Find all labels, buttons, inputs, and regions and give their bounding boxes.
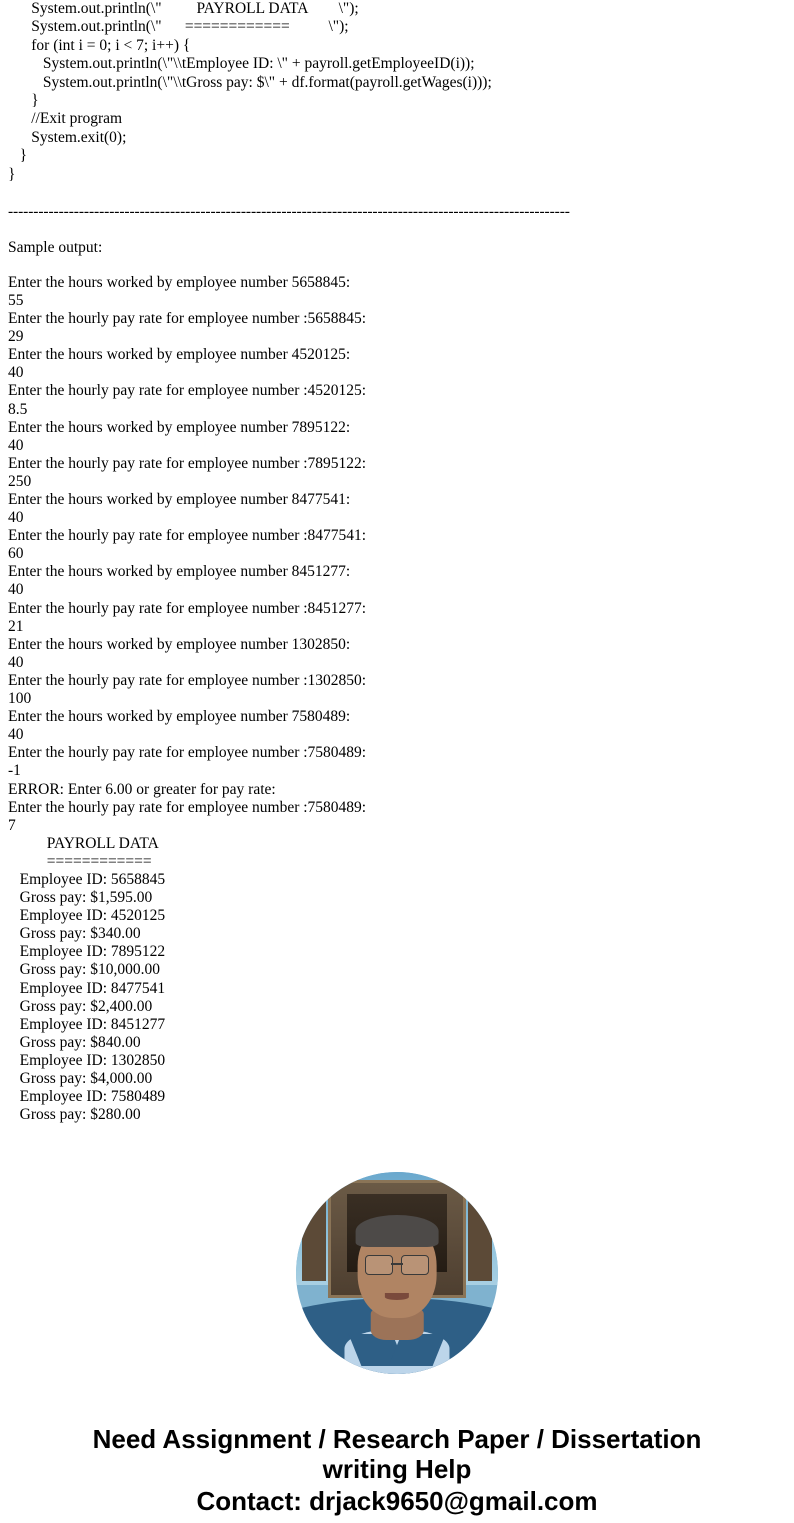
output-line: Enter the hourly pay rate for employee number :7895122: <box>8 454 367 472</box>
output-line: -1 <box>8 762 21 780</box>
payroll-table-line: Gross pay: $1,595.00 <box>8 889 153 907</box>
output-line: Enter the hours worked by employee number 7580489: <box>8 708 351 726</box>
output-line: Enter the hours worked by employee number 8451277: <box>8 563 351 581</box>
payroll-table-line: Employee ID: 8451277 <box>8 1015 166 1033</box>
output-line: Enter the hourly pay rate for employee number :5658845: <box>8 310 367 328</box>
output-line: Enter the hourly pay rate for employee number :7580489: <box>8 744 367 762</box>
payroll-table-line: Gross pay: $340.00 <box>8 925 141 943</box>
code-line: System.out.println(\" ============ \"); <box>8 18 349 36</box>
code-line: System.out.println(\"\\tGross pay: $\" + df.format(payroll.getWages(i))); <box>8 73 492 91</box>
output-line: Enter the hourly pay rate for employee number :1302850: <box>8 671 367 689</box>
section-divider: --------------------------------------------------------------------------------------------------------------- <box>8 203 570 221</box>
promo-headline-line2: writing Help <box>322 1454 472 1485</box>
code-line: System.out.println(\" PAYROLL DATA \"); <box>8 0 359 17</box>
avatar-frame-left <box>302 1192 326 1281</box>
code-line: System.out.println(\"\\tEmployee ID: \" + payroll.getEmployeeID(i)); <box>8 55 475 73</box>
payroll-table-line: Gross pay: $10,000.00 <box>8 961 160 979</box>
code-line: System.exit(0); <box>8 128 127 146</box>
output-line: Enter the hours worked by employee number 4520125: <box>8 346 351 364</box>
avatar-frame-right <box>468 1192 492 1281</box>
promo-contact[interactable]: Contact: drjack9650@gmail.com <box>196 1486 598 1517</box>
output-line: Enter the hours worked by employee number 8477541: <box>8 491 351 508</box>
payroll-table-line: Employee ID: 7580489 <box>8 1088 166 1106</box>
avatar <box>296 1172 498 1374</box>
output-line: Enter the hours worked by employee number 7895122: <box>8 418 351 436</box>
payroll-table-line: ============ <box>8 852 152 870</box>
code-line: for (int i = 0; i < 7; i++) { <box>8 36 191 54</box>
output-line: 40 <box>8 653 24 671</box>
output-line: 21 <box>8 617 24 635</box>
avatar-hair <box>356 1215 439 1247</box>
output-line: Enter the hours worked by employee number 1302850: <box>8 635 351 653</box>
output-line: 40 <box>8 509 24 527</box>
code-line: //Exit program <box>8 110 123 128</box>
payroll-table-line: PAYROLL DATA <box>8 834 159 852</box>
avatar-glasses-right <box>401 1255 429 1275</box>
output-error-line: ERROR: Enter 6.00 or greater for pay rate: <box>8 780 276 798</box>
output-line: 8.5 <box>8 400 28 418</box>
output-line: 100 <box>8 690 32 708</box>
author-photo <box>0 1172 794 1374</box>
avatar-glasses-left <box>365 1255 393 1275</box>
output-line: Enter the hourly pay rate for employee number :7580489: <box>8 798 367 816</box>
output-line: Enter the hourly pay rate for employee number :8451277: <box>8 599 367 617</box>
code-line: } <box>8 92 39 110</box>
avatar-glasses-bridge <box>391 1263 403 1265</box>
output-line: 29 <box>8 328 24 346</box>
output-line: Enter the hours worked by employee number 5658845: <box>8 273 351 291</box>
payroll-table-line: Employee ID: 5658845 <box>8 870 166 888</box>
payroll-table-line: Employee ID: 7895122 <box>8 943 166 961</box>
output-line: 40 <box>8 581 24 599</box>
output-line: 60 <box>8 545 24 563</box>
output-line: 40 <box>8 436 24 454</box>
payroll-table-line: Employee ID: 4520125 <box>8 907 166 925</box>
output-line: 250 <box>8 472 32 490</box>
sample-output-label: Sample output: <box>8 239 103 257</box>
code-line: } <box>8 147 28 165</box>
payroll-table-line: Gross pay: $2,400.00 <box>8 997 153 1015</box>
output-line: 40 <box>8 726 24 744</box>
output-line: Enter the hourly pay rate for employee number :4520125: <box>8 382 367 400</box>
payroll-table-line: Gross pay: $280.00 <box>8 1106 141 1124</box>
promo-block <box>0 1424 794 1517</box>
output-line: Enter the hourly pay rate for employee number :8477541: <box>8 527 367 545</box>
output-line: 7 <box>8 816 16 834</box>
payroll-table-line: Employee ID: 8477541 <box>8 979 166 997</box>
sample-output-block <box>0 274 794 1124</box>
payroll-table-line: Gross pay: $4,000.00 <box>8 1070 153 1087</box>
payroll-table-line: Gross pay: $840.00 <box>8 1033 141 1051</box>
code-block <box>0 0 794 184</box>
promo-headline-line1: Need Assignment / Research Paper / Dissertation <box>92 1424 702 1455</box>
payroll-table-line: Employee ID: 1302850 <box>8 1051 166 1069</box>
output-line: 55 <box>8 291 24 309</box>
code-line: } <box>8 165 16 183</box>
output-line: 40 <box>8 364 24 382</box>
